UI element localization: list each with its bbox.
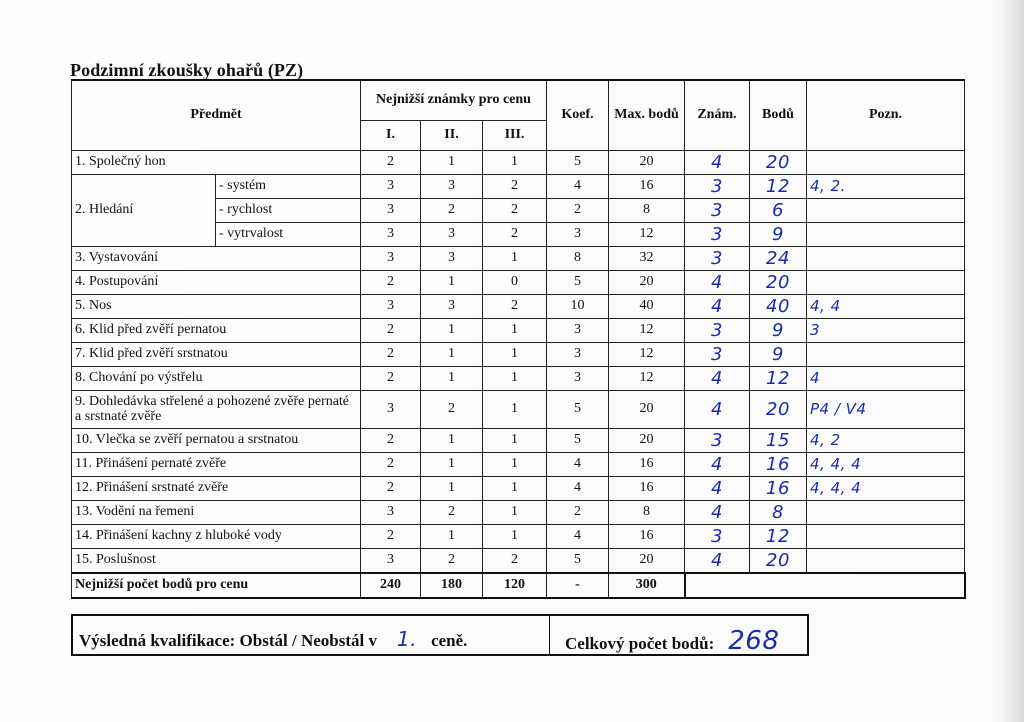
table-row	[72, 548, 965, 573]
header-coef: Koef.	[547, 80, 609, 150]
min-grade-3: 1	[483, 246, 547, 270]
header-points: Bodů	[750, 80, 807, 150]
min-grade-3: 2	[483, 294, 547, 318]
points-cell: 8	[750, 500, 807, 524]
subject-cell: 9. Dohledávka střelené a pohozené zvěře pernaté a srstnaté zvěře	[72, 390, 361, 428]
min-grade-3: 2	[483, 174, 547, 198]
min-grade-2: 2	[421, 198, 483, 222]
max-points-cell: 16	[609, 524, 685, 548]
form-title: Podzimní zkoušky ohařů (PZ)	[70, 60, 304, 80]
table-row	[72, 246, 965, 270]
summary-coef: -	[547, 573, 609, 598]
max-points-cell: 12	[609, 366, 685, 390]
grade-cell: 4	[685, 548, 750, 573]
note-cell: 4, 4, 4	[807, 476, 965, 500]
min-grade-2: 3	[421, 222, 483, 246]
subject-cell: 3. Vystavování	[72, 246, 361, 270]
grade-cell: 4	[685, 270, 750, 294]
grade-cell: 4	[685, 476, 750, 500]
min-grade-2: 1	[421, 524, 483, 548]
header-subject: Předmět	[72, 80, 361, 150]
grade-cell: 3	[685, 318, 750, 342]
points-cell: 20	[750, 548, 807, 573]
max-points-cell: 12	[609, 318, 685, 342]
grade-cell: 3	[685, 174, 750, 198]
header-prize-3: III.	[483, 120, 547, 150]
table-row	[72, 294, 965, 318]
note-cell	[807, 342, 965, 366]
table-row	[72, 318, 965, 342]
min-grade-3: 1	[483, 428, 547, 452]
subject-cell: 7. Klid před zvěří srstnatou	[72, 342, 361, 366]
result-prize-value: 1.	[397, 627, 418, 651]
header-note: Pozn.	[807, 80, 965, 150]
note-cell: 4	[807, 366, 965, 390]
points-cell: 12	[750, 174, 807, 198]
max-points-cell: 16	[609, 452, 685, 476]
summary-prize-3: 120	[483, 573, 547, 598]
coef-cell: 4	[547, 476, 609, 500]
min-grade-2: 2	[421, 548, 483, 573]
min-grade-1: 3	[361, 390, 421, 428]
points-cell: 6	[750, 198, 807, 222]
coef-cell: 2	[547, 500, 609, 524]
min-grade-1: 2	[361, 452, 421, 476]
min-grade-1: 3	[361, 222, 421, 246]
min-grade-2: 1	[421, 342, 483, 366]
min-grade-2: 1	[421, 452, 483, 476]
grade-cell: 3	[685, 428, 750, 452]
table-row	[72, 428, 965, 452]
grade-cell: 4	[685, 500, 750, 524]
grade-cell: 4	[685, 390, 750, 428]
subject-cell: 13. Vodění na řemeni	[72, 500, 361, 524]
subject-cell: 11. Přinášení pernaté zvěře	[72, 452, 361, 476]
min-grade-3: 2	[483, 222, 547, 246]
note-cell: 4, 2	[807, 428, 965, 452]
min-grade-1: 2	[361, 342, 421, 366]
coef-cell: 4	[547, 524, 609, 548]
subject-cell: - vytrvalost	[216, 222, 361, 246]
grade-cell: 4	[685, 150, 750, 174]
note-cell	[807, 150, 965, 174]
min-grade-3: 1	[483, 390, 547, 428]
min-grade-3: 1	[483, 500, 547, 524]
table-row	[72, 270, 965, 294]
subject-cell: 10. Vlečka se zvěří pernatou a srstnatou	[72, 428, 361, 452]
note-cell	[807, 198, 965, 222]
subject-cell: 15. Poslušnost	[72, 548, 361, 573]
min-grade-2: 1	[421, 366, 483, 390]
result-label: Výsledná kvalifikace: Obstál / Neobstál v	[79, 631, 377, 650]
coef-cell: 4	[547, 174, 609, 198]
summary-prize-2: 180	[421, 573, 483, 598]
coef-cell: 5	[547, 270, 609, 294]
max-points-cell: 32	[609, 246, 685, 270]
grade-cell: 3	[685, 222, 750, 246]
coef-cell: 3	[547, 318, 609, 342]
note-cell	[807, 222, 965, 246]
min-grade-3: 2	[483, 548, 547, 573]
points-cell: 24	[750, 246, 807, 270]
max-points-cell: 16	[609, 174, 685, 198]
points-cell: 15	[750, 428, 807, 452]
min-grade-1: 2	[361, 270, 421, 294]
evaluation-table	[71, 79, 966, 599]
coef-cell: 5	[547, 150, 609, 174]
min-grade-3: 1	[483, 342, 547, 366]
grade-cell: 4	[685, 452, 750, 476]
note-cell	[807, 548, 965, 573]
table-row	[72, 150, 965, 174]
subject-cell: 5. Nos	[72, 294, 361, 318]
summary-prize-1: 240	[361, 573, 421, 598]
max-points-cell: 20	[609, 390, 685, 428]
header-grade: Znám.	[685, 80, 750, 150]
table-row	[72, 476, 965, 500]
note-cell	[807, 524, 965, 548]
subject-cell: 14. Přinášení kachny z hluboké vody	[72, 524, 361, 548]
coef-cell: 5	[547, 548, 609, 573]
min-grade-2: 3	[421, 246, 483, 270]
note-cell: 3	[807, 318, 965, 342]
subject-cell: 4. Postupování	[72, 270, 361, 294]
max-points-cell: 8	[609, 198, 685, 222]
coef-cell: 10	[547, 294, 609, 318]
min-grade-1: 3	[361, 174, 421, 198]
min-grade-1: 3	[361, 500, 421, 524]
grade-cell: 3	[685, 342, 750, 366]
subject-cell: 1. Společný hon	[72, 150, 361, 174]
table-row	[72, 500, 965, 524]
max-points-cell: 8	[609, 500, 685, 524]
summary-blank	[685, 573, 965, 598]
note-cell	[807, 270, 965, 294]
note-cell: 4, 2.	[807, 174, 965, 198]
coef-cell: 3	[547, 366, 609, 390]
min-grade-1: 2	[361, 150, 421, 174]
grade-cell: 4	[685, 294, 750, 318]
max-points-cell: 20	[609, 548, 685, 573]
min-grade-2: 2	[421, 390, 483, 428]
min-grade-1: 2	[361, 366, 421, 390]
coef-cell: 8	[547, 246, 609, 270]
min-grade-3: 0	[483, 270, 547, 294]
note-cell: 4, 4	[807, 294, 965, 318]
min-grade-1: 2	[361, 476, 421, 500]
grade-cell: 3	[685, 524, 750, 548]
min-grade-2: 1	[421, 318, 483, 342]
coef-cell: 5	[547, 390, 609, 428]
min-grade-1: 3	[361, 294, 421, 318]
min-grade-2: 1	[421, 476, 483, 500]
header-prize-2: II.	[421, 120, 483, 150]
subject-cell: 12. Přinášení srstnaté zvěře	[72, 476, 361, 500]
header-min-grades: Nejnižší známky pro cenu	[361, 80, 547, 120]
total-label: Celkový počet bodů:	[565, 634, 715, 653]
min-grade-1: 3	[361, 548, 421, 573]
grade-cell: 3	[685, 198, 750, 222]
total-value: 268	[728, 626, 780, 656]
min-grade-3: 1	[483, 318, 547, 342]
min-grade-2: 2	[421, 500, 483, 524]
subject-cell: - rychlost	[216, 198, 361, 222]
subject-cell: - systém	[216, 174, 361, 198]
points-cell: 40	[750, 294, 807, 318]
points-cell: 20	[750, 270, 807, 294]
table-row	[72, 174, 965, 198]
min-grade-1: 3	[361, 246, 421, 270]
min-grade-2: 3	[421, 174, 483, 198]
table-row	[72, 366, 965, 390]
min-grade-3: 1	[483, 452, 547, 476]
table-row	[72, 524, 965, 548]
note-cell	[807, 246, 965, 270]
max-points-cell: 20	[609, 150, 685, 174]
points-cell: 16	[750, 452, 807, 476]
coef-cell: 4	[547, 452, 609, 476]
points-cell: 20	[750, 390, 807, 428]
min-grade-1: 2	[361, 524, 421, 548]
summary-label: Nejnižší počet bodů pro cenu	[72, 573, 361, 598]
min-grade-3: 1	[483, 150, 547, 174]
note-cell: P4 / V4	[807, 390, 965, 428]
qualification-footer	[71, 614, 809, 656]
min-grade-1: 3	[361, 198, 421, 222]
points-cell: 12	[750, 524, 807, 548]
header-max-points: Max. bodů	[609, 80, 685, 150]
min-grade-1: 2	[361, 428, 421, 452]
summary-row	[72, 573, 965, 598]
min-grade-3: 2	[483, 198, 547, 222]
points-cell: 9	[750, 318, 807, 342]
coef-cell: 3	[547, 342, 609, 366]
subject-cell: 6. Klid před zvěří pernatou	[72, 318, 361, 342]
points-cell: 12	[750, 366, 807, 390]
total-points	[565, 626, 779, 656]
grade-cell: 3	[685, 246, 750, 270]
note-cell	[807, 500, 965, 524]
coef-cell: 3	[547, 222, 609, 246]
table-row	[72, 452, 965, 476]
coef-cell: 5	[547, 428, 609, 452]
max-points-cell: 20	[609, 428, 685, 452]
max-points-cell: 12	[609, 342, 685, 366]
min-grade-2: 3	[421, 294, 483, 318]
min-grade-2: 1	[421, 150, 483, 174]
min-grade-2: 1	[421, 270, 483, 294]
table-row	[72, 342, 965, 366]
min-grade-3: 1	[483, 476, 547, 500]
min-grade-2: 1	[421, 428, 483, 452]
points-cell: 16	[750, 476, 807, 500]
points-cell: 9	[750, 342, 807, 366]
subject-cell: 8. Chování po výstřelu	[72, 366, 361, 390]
footer-divider	[549, 616, 550, 654]
max-points-cell: 20	[609, 270, 685, 294]
points-cell: 20	[750, 150, 807, 174]
min-grade-3: 1	[483, 524, 547, 548]
max-points-cell: 40	[609, 294, 685, 318]
summary-max: 300	[609, 573, 685, 598]
max-points-cell: 16	[609, 476, 685, 500]
header-prize-1: I.	[361, 120, 421, 150]
points-cell: 9	[750, 222, 807, 246]
result-qualification	[79, 627, 467, 651]
result-suffix: ceně.	[431, 631, 468, 650]
min-grade-3: 1	[483, 366, 547, 390]
min-grade-1: 2	[361, 318, 421, 342]
group-label: 2. Hledání	[72, 174, 216, 246]
table-row	[72, 390, 965, 428]
note-cell: 4, 4, 4	[807, 452, 965, 476]
max-points-cell: 12	[609, 222, 685, 246]
grade-cell: 4	[685, 366, 750, 390]
coef-cell: 2	[547, 198, 609, 222]
